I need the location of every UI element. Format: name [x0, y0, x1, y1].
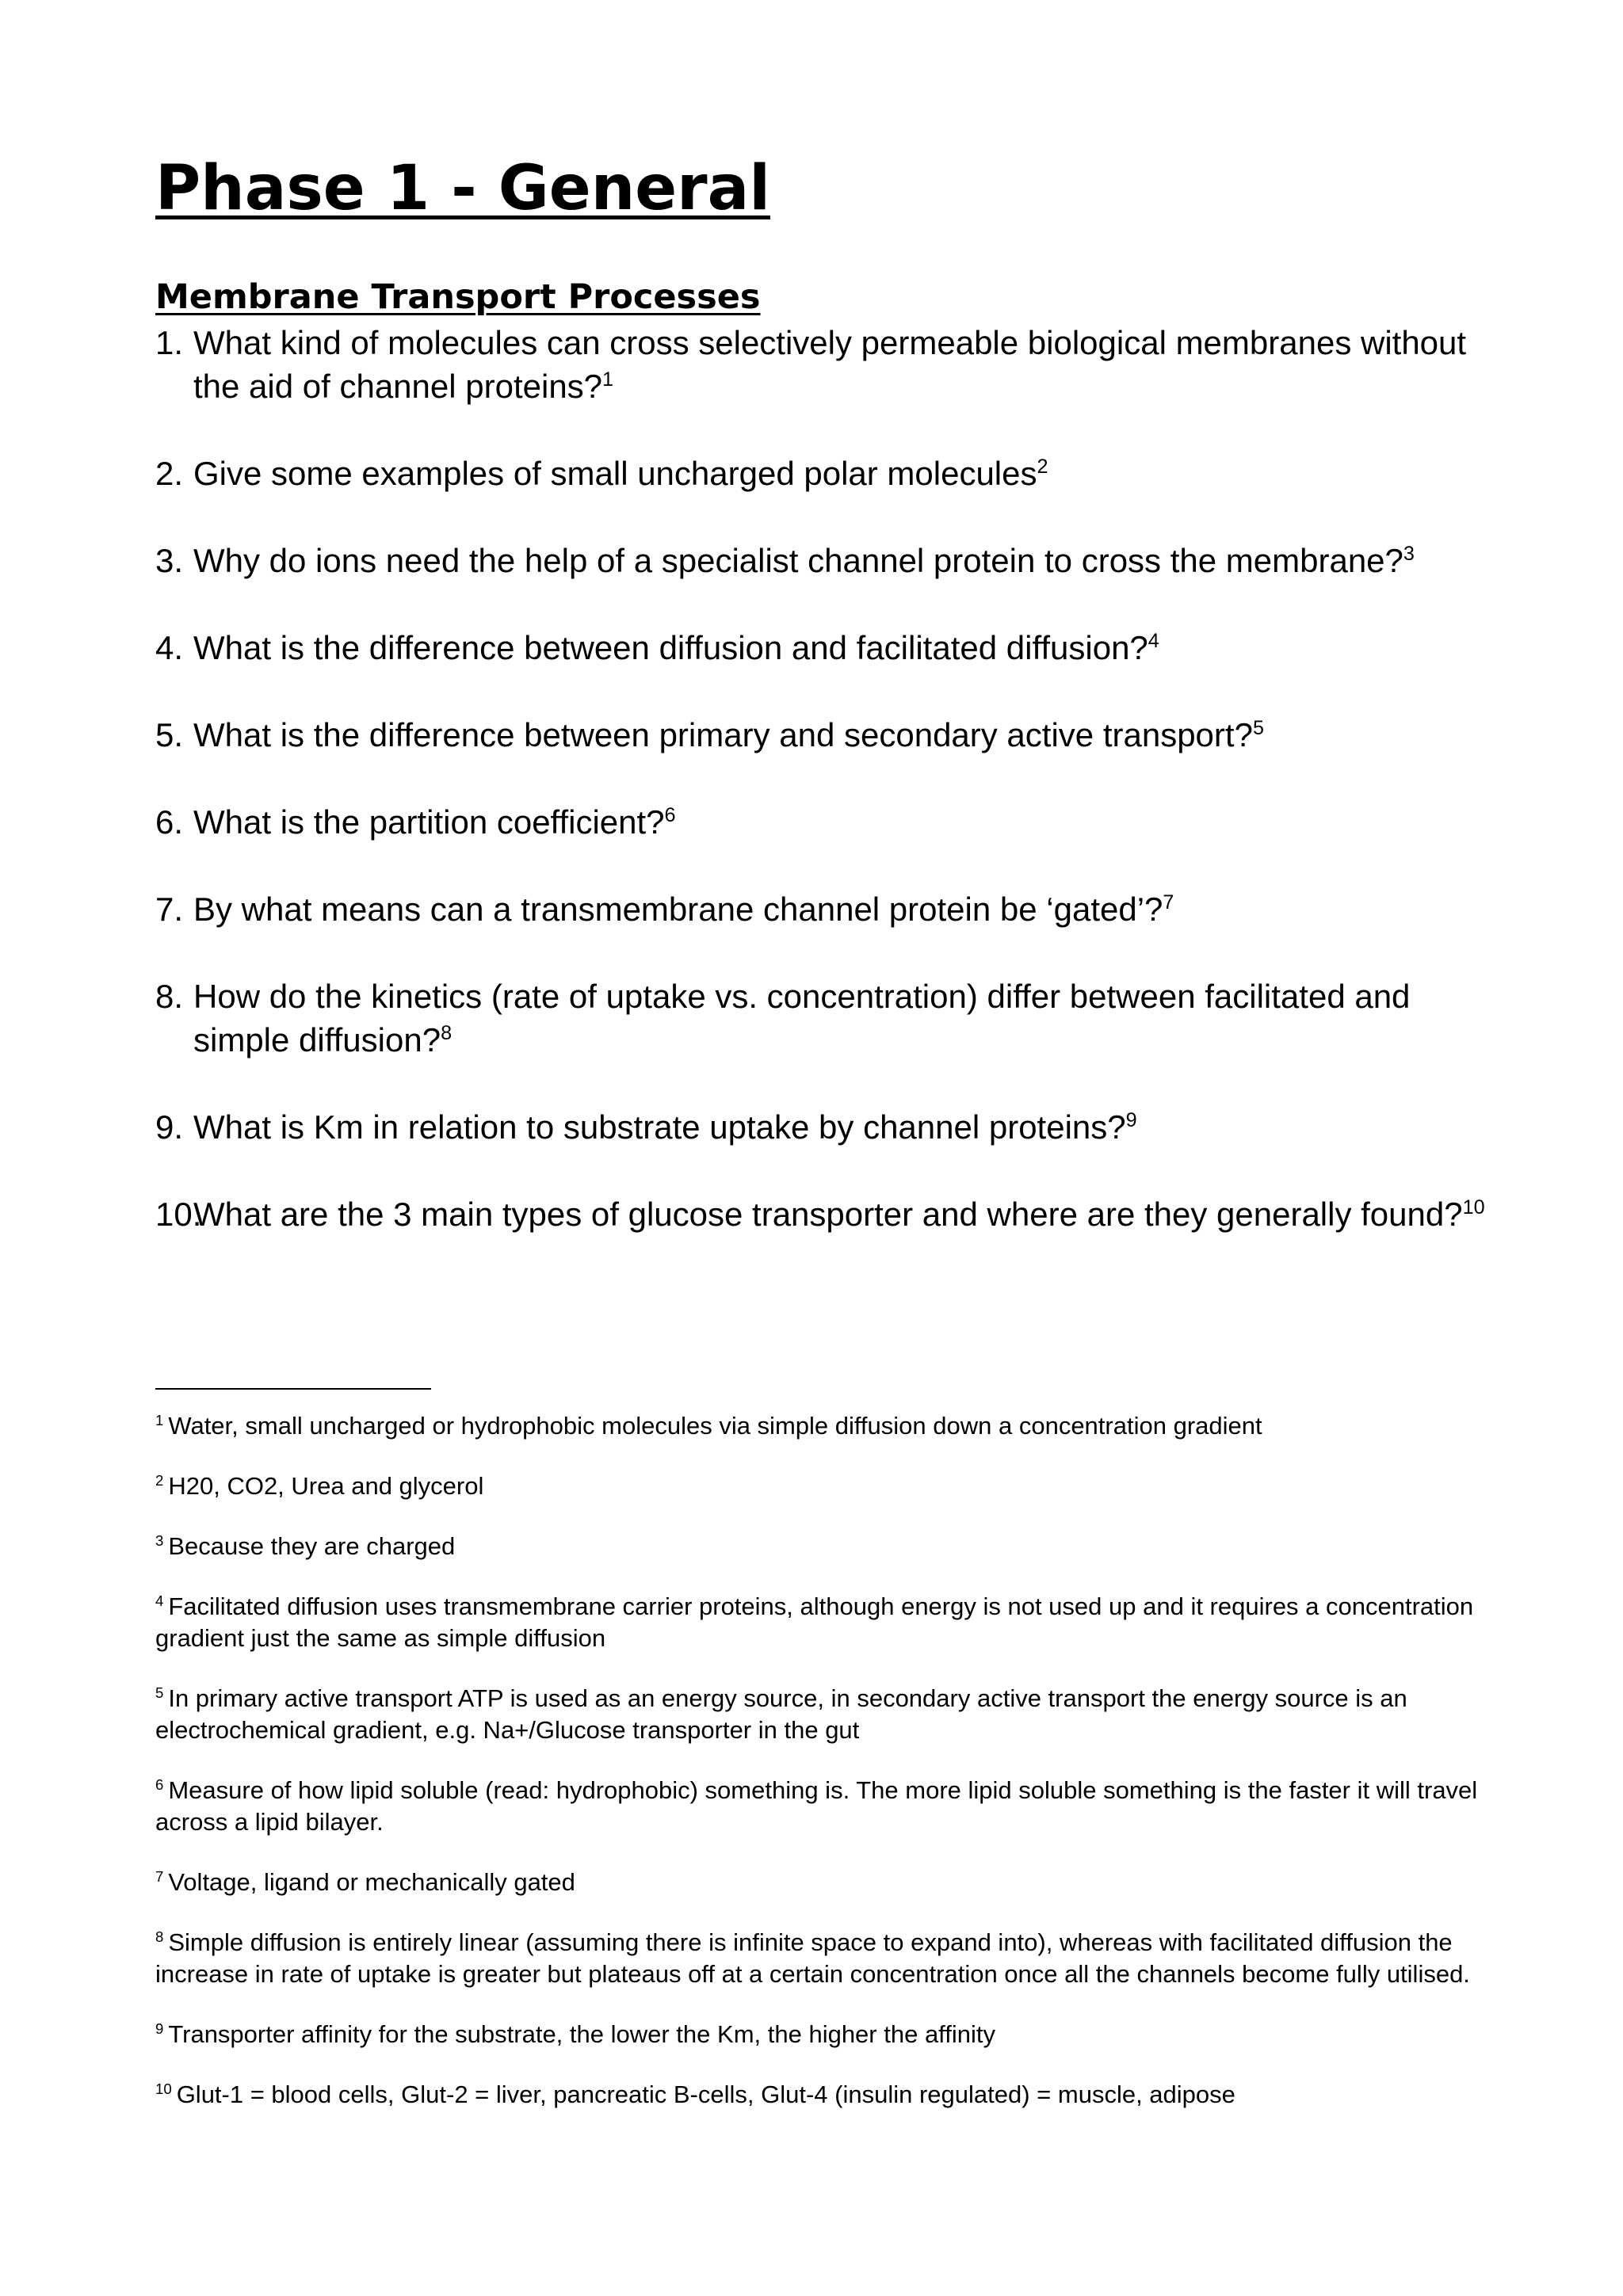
- question-item: [155, 1192, 1503, 1236]
- footnote-number: 10: [155, 2080, 172, 2097]
- footnote-number: 4: [155, 1592, 164, 1609]
- footnote-text: In primary active transport ATP is used as an energy source, in secondary active transport the energy source is an electrochemical gradient, e.g. Na+/Glucose transporter in the gut: [155, 1684, 1407, 1744]
- footnote-number: 6: [155, 1775, 164, 1793]
- question-number: 2.: [155, 455, 184, 492]
- question-item: [155, 452, 1503, 495]
- footnote-divider: [155, 1388, 431, 1390]
- footnote-item: [155, 1591, 1503, 1654]
- question-item: [155, 974, 1503, 1062]
- section-title: Membrane Transport Processes: [155, 277, 761, 317]
- footnote-text: Because they are charged: [168, 1532, 456, 1560]
- footnote-item: [155, 1775, 1503, 1838]
- question-number: 6.: [155, 803, 184, 841]
- question-text: By what means can a transmembrane channel protein be ‘gated’?: [193, 891, 1163, 928]
- question-text: What is the difference between primary and secondary active transport?: [193, 716, 1253, 753]
- footnote-item: [155, 1867, 1503, 1898]
- question-item: [155, 539, 1503, 582]
- footnote-list: [155, 1410, 1503, 2139]
- footnote-item: [155, 1531, 1503, 1562]
- footnote-text: Transporter affinity for the substrate, the lower the Km, the higher the affinity: [168, 2020, 995, 2048]
- question-item: [155, 321, 1503, 408]
- footnote-item: [155, 1927, 1503, 1990]
- footnote-ref[interactable]: 9: [1125, 1109, 1137, 1131]
- question-text: What are the 3 main types of glucose transporter and where are they generally found?: [193, 1196, 1463, 1233]
- footnote-number: 8: [155, 1928, 164, 1945]
- footnote-item: [155, 2019, 1503, 2050]
- footnote-ref[interactable]: 8: [441, 1022, 453, 1044]
- footnote-ref[interactable]: 7: [1163, 891, 1174, 913]
- question-text: What is Km in relation to substrate uptake by channel proteins?: [193, 1108, 1126, 1146]
- question-item: [155, 887, 1503, 931]
- footnote-text: Simple diffusion is entirely linear (assuming there is infinite space to expand into), whereas with facilitated diffusion the increase in rate of uptake is greater but plateaus off at a certain concentration once all the channels become fully utilised.: [155, 1928, 1470, 1988]
- question-item: [155, 1105, 1503, 1149]
- question-number: 10.: [155, 1196, 202, 1233]
- question-number: 7.: [155, 891, 184, 928]
- footnote-ref[interactable]: 3: [1403, 543, 1415, 565]
- footnote-number: 7: [155, 1867, 164, 1885]
- footnote-item: [155, 1470, 1503, 1502]
- question-number: 9.: [155, 1108, 184, 1146]
- footnote-ref[interactable]: 1: [602, 368, 614, 391]
- question-text: What is the difference between diffusion and facilitated diffusion?: [193, 629, 1148, 666]
- footnote-text: Facilitated diffusion uses transmembrane carrier proteins, although energy is not used up and it requires a concentration gradient just the same as simple diffusion: [155, 1592, 1474, 1652]
- footnote-text: Voltage, ligand or mechanically gated: [168, 1868, 575, 1896]
- footnote-number: 5: [155, 1684, 164, 1701]
- footnote-item: [155, 1410, 1503, 1442]
- footnote-item: [155, 1683, 1503, 1746]
- question-item: [155, 800, 1503, 844]
- question-number: 1.: [155, 324, 184, 361]
- footnote-ref[interactable]: 10: [1462, 1196, 1485, 1219]
- question-number: 3.: [155, 542, 184, 579]
- footnote-number: 2: [155, 1471, 164, 1489]
- footnote-ref[interactable]: 5: [1252, 717, 1264, 739]
- question-text: How do the kinetics (rate of uptake vs. concentration) differ between facilitated and simple diffusion?: [193, 978, 1411, 1058]
- question-text: What is the partition coefficient?: [193, 803, 665, 841]
- footnote-number: 3: [155, 1531, 164, 1549]
- footnote-number: 1: [155, 1411, 164, 1428]
- footnote-ref[interactable]: 6: [664, 804, 676, 826]
- footnote-number: 9: [155, 2019, 164, 2037]
- question-number: 8.: [155, 978, 184, 1015]
- footnote-text: H20, CO2, Urea and glycerol: [168, 1472, 484, 1500]
- page-title: Phase 1 - General: [155, 153, 770, 224]
- footnote-ref[interactable]: 2: [1037, 456, 1048, 478]
- question-text: Why do ions need the help of a specialist channel protein to cross the membrane?: [193, 542, 1403, 579]
- footnote-text: Measure of how lipid soluble (read: hydrophobic) something is. The more lipid soluble something is the faster it will travel across a lipid bilayer.: [155, 1776, 1478, 1836]
- footnote-text: Glut-1 = blood cells, Glut-2 = liver, pancreatic B-cells, Glut-4 (insulin regulated) = muscle, adipose: [176, 2081, 1235, 2108]
- question-text: What kind of molecules can cross selectively permeable biological membranes without the aid of channel proteins?: [193, 324, 1467, 405]
- document-page: [155, 0, 1503, 2296]
- question-item: [155, 713, 1503, 757]
- footnote-text: Water, small uncharged or hydrophobic molecules via simple diffusion down a concentration gradient: [168, 1412, 1262, 1440]
- question-text: Give some examples of small uncharged polar molecules: [193, 455, 1037, 492]
- footnote-item: [155, 2079, 1503, 2111]
- question-number: 5.: [155, 716, 184, 753]
- footnote-ref[interactable]: 4: [1148, 630, 1159, 652]
- question-list: [155, 321, 1503, 1280]
- question-item: [155, 626, 1503, 669]
- question-number: 4.: [155, 629, 184, 666]
